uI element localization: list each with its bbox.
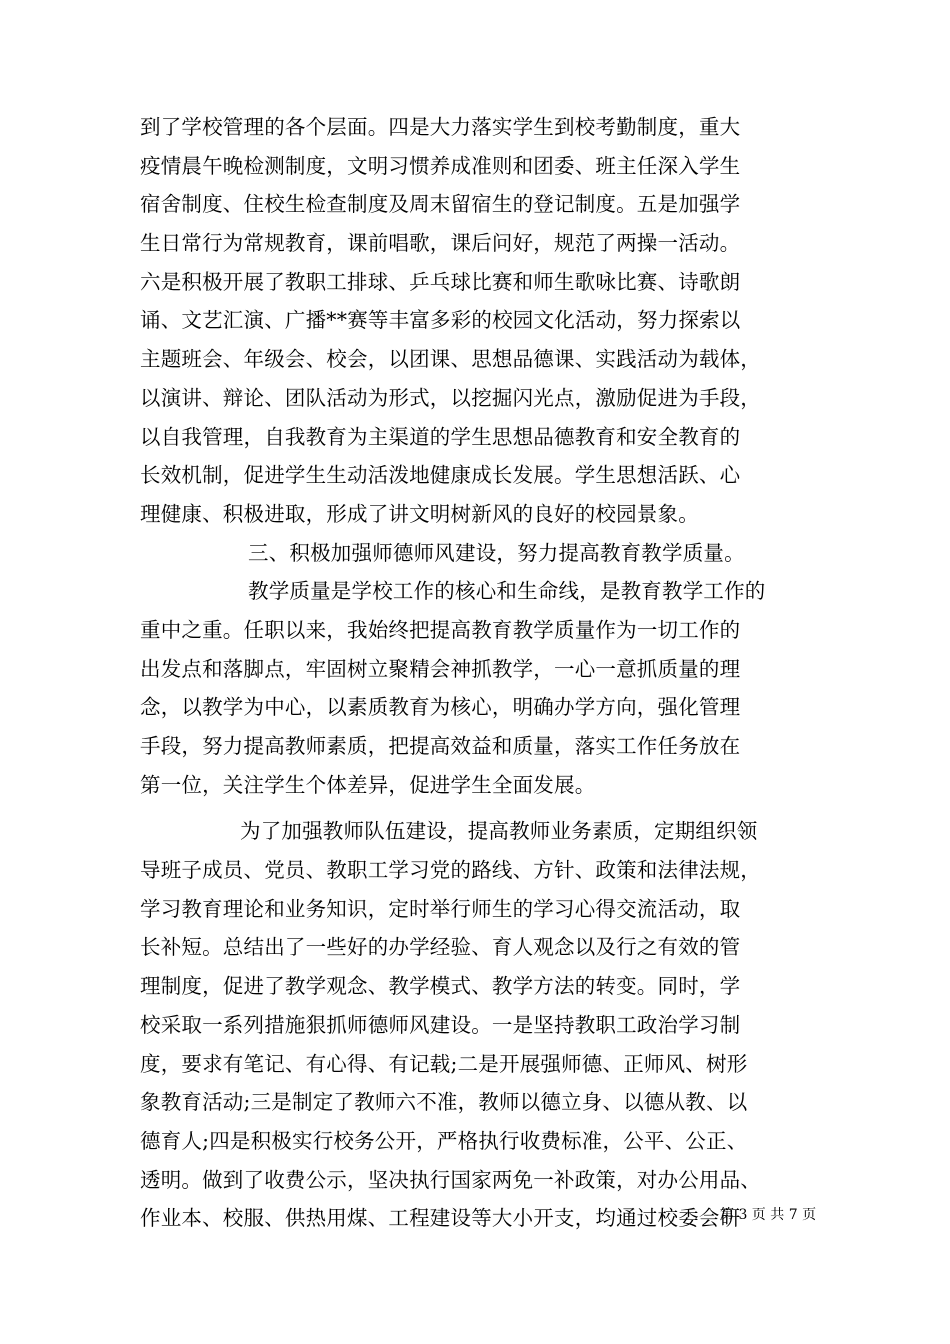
text-line: 德育人;四是积极实行校务公开，严格执行收费标准，公平、公正、 (140, 1128, 748, 1153)
text-line: 六是积极开展了教职工排球、乒乓球比赛和师生歌咏比赛、诗歌朗 (140, 269, 741, 294)
text-line: 手段，努力提高教师素质，把提高效益和质量，落实工作任务放在 (140, 734, 741, 758)
text-line: 主题班会、年级会、校会，以团课、思想品德课、实践活动为载体， (140, 347, 761, 372)
text-line: 到了学校管理的各个层面。四是大力落实学生到校考勤制度，重大 (140, 115, 741, 139)
paragraph-first-line: 教学质量是学校工作的核心和生命线，是教育教学工作的 (248, 579, 766, 604)
text-line: 出发点和落脚点，牢固树立聚精会神抓教学，一心一意抓质量的理 (140, 656, 741, 681)
text-line: 透明。做到了收费公示，坚决执行国家两免一补政策，对办公用品、 (140, 1167, 761, 1192)
text-line: 疫情晨午晚检测制度，文明习惯养成准则和团委、班主任深入学生 (140, 153, 741, 178)
text-line: 理健康、积极进取，形成了讲文明树新风的良好的校园景象。 (140, 501, 699, 526)
paragraph-first-line: 为了加强教师队伍建设，提高教师业务素质，定期组织领 (240, 819, 758, 844)
paragraph-gap (140, 804, 820, 812)
text-line: 导班子成员、党员、教职工学习党的路线、方针、政策和法律法规， (140, 858, 761, 883)
text-line: 第一位，关注学生个体差异，促进学生全面发展。 (140, 772, 596, 797)
text-line: 以自我管理，自我教育为主渠道的学生思想品德教育和安全教育的 (140, 424, 741, 449)
text-line: 重中之重。任职以来，我始终把提高教育教学质量作为一切工作的 (140, 617, 741, 642)
text-line: 学习教育理论和业务知识，定时举行师生的学习心得交流活动，取 (140, 896, 741, 921)
text-line: 长补短。总结出了一些好的办学经验、育人观念以及行之有效的管 (140, 935, 741, 960)
text-line: 念，以教学为中心，以素质教育为核心，明确办学方向，强化管理 (140, 695, 741, 720)
text-line: 诵、文艺汇演、广播**赛等丰富多彩的校园文化活动，努力探索以 (140, 308, 741, 333)
text-line: 校采取一系列措施狠抓师德师风建设。一是坚持教职工政治学习制 (140, 1012, 741, 1037)
section-heading: 三、积极加强师德师风建设，努力提高教育教学质量。 (248, 540, 745, 565)
text-line: 理制度，促进了教学观念、教学模式、教学方法的转变。同时，学 (140, 974, 741, 999)
body-text (140, 108, 820, 1238)
page-number-footer: 第 3 页 共 7 页 (720, 1207, 817, 1223)
text-line: 作业本、校服、供热用煤、工程建设等大小开支，均通过校委会研 (140, 1206, 741, 1231)
text-line: 以演讲、辩论、团队活动为形式，以挖掘闪光点，激励促进为手段， (140, 385, 761, 410)
text-line: 长效机制，促进学生生动活泼地健康成长发展。学生思想活跃、心 (140, 463, 741, 488)
text-line: 宿舍制度、住校生检查制度及周末留宿生的登记制度。五是加强学 (140, 192, 741, 217)
text-line: 象教育活动;三是制定了教师六不准，教师以德立身、以德从教、以 (140, 1090, 748, 1115)
text-line: 生日常行为常规教育，课前唱歌，课后问好，规范了两操一活动。 (140, 231, 741, 256)
text-line: 度，要求有笔记、有心得、有记载;二是开展强师德、正师风、树形 (140, 1051, 748, 1076)
